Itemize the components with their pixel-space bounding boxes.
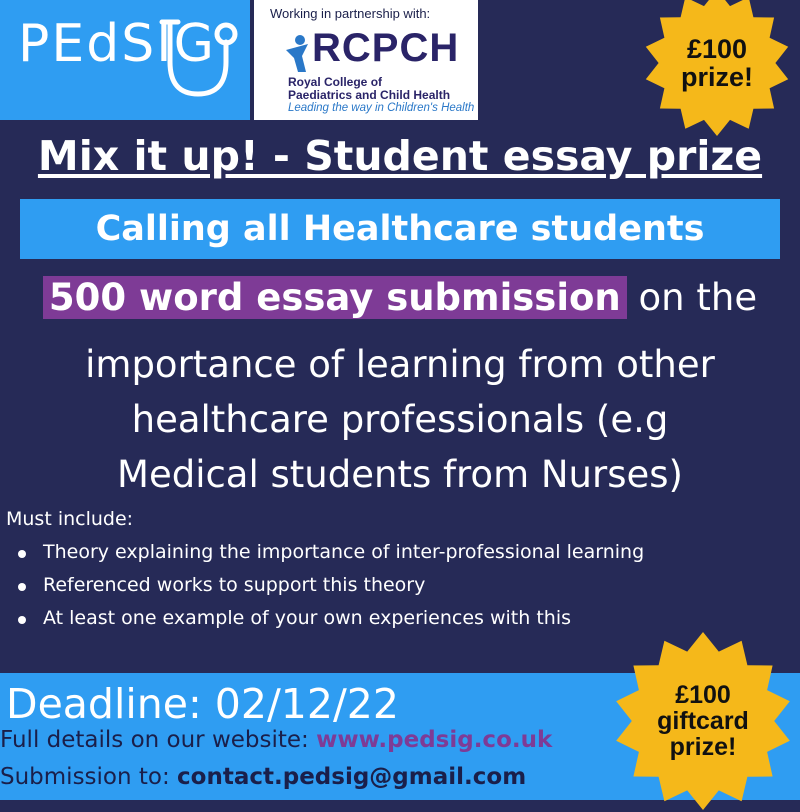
pedsig-logo: PEdSIG <box>18 14 216 74</box>
email-link[interactable]: contact.pedsig@gmail.com <box>177 764 527 790</box>
essay-line-3: healthcare professionals (e.g <box>131 398 669 441</box>
essay-highlight: 500 word essay submission <box>43 276 627 319</box>
must-include-list <box>0 536 644 635</box>
partner-label: Working in partnership with: <box>270 6 431 21</box>
pedsig-logo-panel <box>0 0 250 120</box>
essay-line-2: importance of learning from other <box>85 343 715 386</box>
essay-line-4: Medical students from Nurses) <box>117 453 683 496</box>
list-item <box>0 536 644 569</box>
list-item-text: Referenced works to support this theory <box>43 574 426 596</box>
prize-badge-top <box>642 0 792 138</box>
list-item-text: At least one example of your own experiences with this <box>43 607 571 629</box>
submission-label: Submission to: <box>0 764 178 790</box>
rcpch-full-name-line2: Paediatrics and Child Health <box>288 88 451 102</box>
details-label: Full details on our website: <box>0 727 317 753</box>
rcpch-tagline: Leading the way in Children's Health <box>288 102 475 114</box>
website-link[interactable]: www.pedsig.co.uk <box>316 727 553 753</box>
essay-description <box>0 337 800 502</box>
bullet-icon <box>18 616 26 624</box>
page-title: Mix it up! - Student essay prize <box>37 132 763 180</box>
essay-line-1-rest: on the <box>626 276 758 319</box>
list-item <box>0 602 644 635</box>
rcpch-full-name-line1: Royal College of <box>288 75 383 89</box>
essay-line-1 <box>0 272 800 324</box>
stethoscope-icon <box>150 12 245 112</box>
must-include-label: Must include: <box>6 508 134 530</box>
rcpch-full-name <box>288 76 450 102</box>
prize-badge-bottom <box>612 630 794 812</box>
bullet-icon <box>18 583 26 591</box>
rcpch-wordmark: RCPCH <box>312 26 460 70</box>
deadline: Deadline: 02/12/22 <box>6 680 399 728</box>
details-line <box>0 727 552 753</box>
bullet-icon <box>18 550 26 558</box>
child-figure-icon <box>284 34 310 74</box>
calling-banner: Calling all Healthcare students <box>20 199 780 259</box>
rcpch-logo-panel <box>254 0 478 120</box>
list-item-text: Theory explaining the importance of inter-professional learning <box>43 541 645 563</box>
list-item <box>0 569 644 602</box>
prize-badge-top-text: £100 prize! <box>680 33 753 92</box>
prize-badge-bottom-text: £100 giftcard prize! <box>657 680 749 762</box>
submission-line <box>0 764 526 790</box>
